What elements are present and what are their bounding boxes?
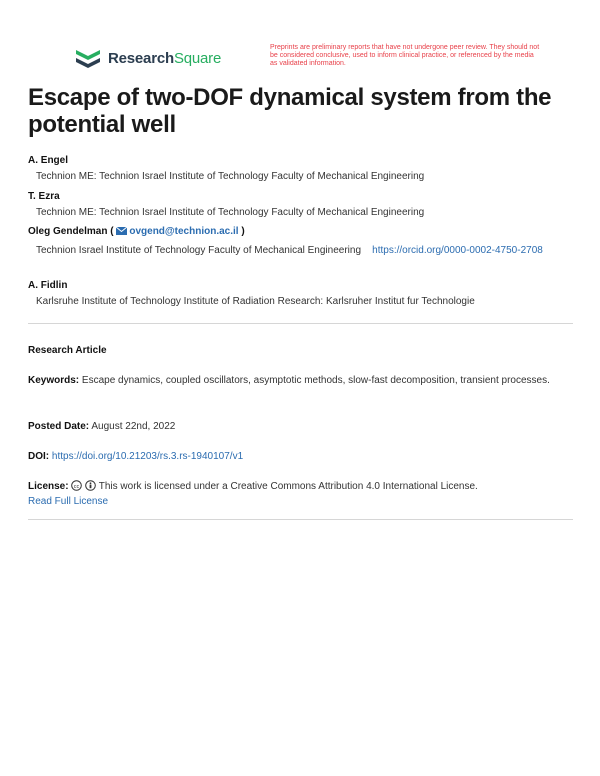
doi-link[interactable]: https://doi.org/10.21203/rs.3.rs-1940107/v1 [51, 451, 244, 462]
research-square-logo-icon [74, 47, 102, 69]
envelope-icon [116, 227, 127, 235]
author-name: A. Fidlin [28, 280, 68, 291]
logo-text: ResearchSquare [108, 49, 222, 67]
research-square-logo[interactable] [74, 47, 221, 69]
author-email-link[interactable]: ovgend@technion.ac.il [116, 226, 238, 237]
divider [28, 323, 573, 324]
doi [28, 449, 573, 464]
divider [28, 519, 573, 520]
keywords-text: Escape dynamics, coupled oscillators, asymptotic methods, slow-fast decomposition, transient processes. [81, 375, 550, 386]
preprint-disclaimer: Preprints are preliminary reports that have not undergone peer review. They should not be considered conclusive, used to inform clinical practice, or referenced by the media as validated information. [270, 44, 540, 67]
doi-label: DOI: [28, 451, 50, 462]
license-label: License: [28, 481, 69, 492]
author-name-corresponding: Oleg Gendelman ( ovgend@technion.ac.il ) [28, 226, 245, 237]
license [28, 479, 573, 509]
posted-date [28, 419, 573, 434]
author-name: T. Ezra [28, 191, 60, 202]
author-name-text: Oleg Gendelman [28, 226, 108, 237]
author-affiliation: Technion ME: Technion Israel Institute of Technology Faculty of Mechanical Engineering [36, 171, 425, 182]
svg-text:cc: cc [74, 483, 80, 490]
read-full-license-link[interactable]: Read Full License [28, 496, 109, 507]
license-text: This work is licensed under a Creative Commons Attribution 4.0 International License. [98, 481, 478, 492]
author-name: A. Engel [28, 155, 69, 166]
posted-date-label: Posted Date: [28, 421, 90, 432]
posted-date-value: August 22nd, 2022 [91, 421, 176, 432]
author-affiliation: Technion ME: Technion Israel Institute of Technology Faculty of Mechanical Engineering [36, 207, 425, 218]
keywords [28, 373, 573, 388]
orcid-link[interactable]: https://orcid.org/0000-0002-4750-2708 [372, 245, 543, 256]
paper-title: Escape of two-DOF dynamical system from the potential well [28, 84, 552, 138]
author-affiliation: Karlsruhe Institute of Technology Institute of Radiation Research: Karlsruher Institut fur Technologie [36, 296, 475, 307]
article-type: Research Article [28, 345, 107, 356]
author-affiliation: Technion Israel Institute of Technology Faculty of Mechanical Engineering https://orcid.org/0000-0002-4750-2708 [36, 245, 543, 256]
attribution-icon [85, 480, 96, 491]
keywords-label: Keywords: [28, 375, 80, 386]
creative-commons-icon [71, 480, 82, 491]
